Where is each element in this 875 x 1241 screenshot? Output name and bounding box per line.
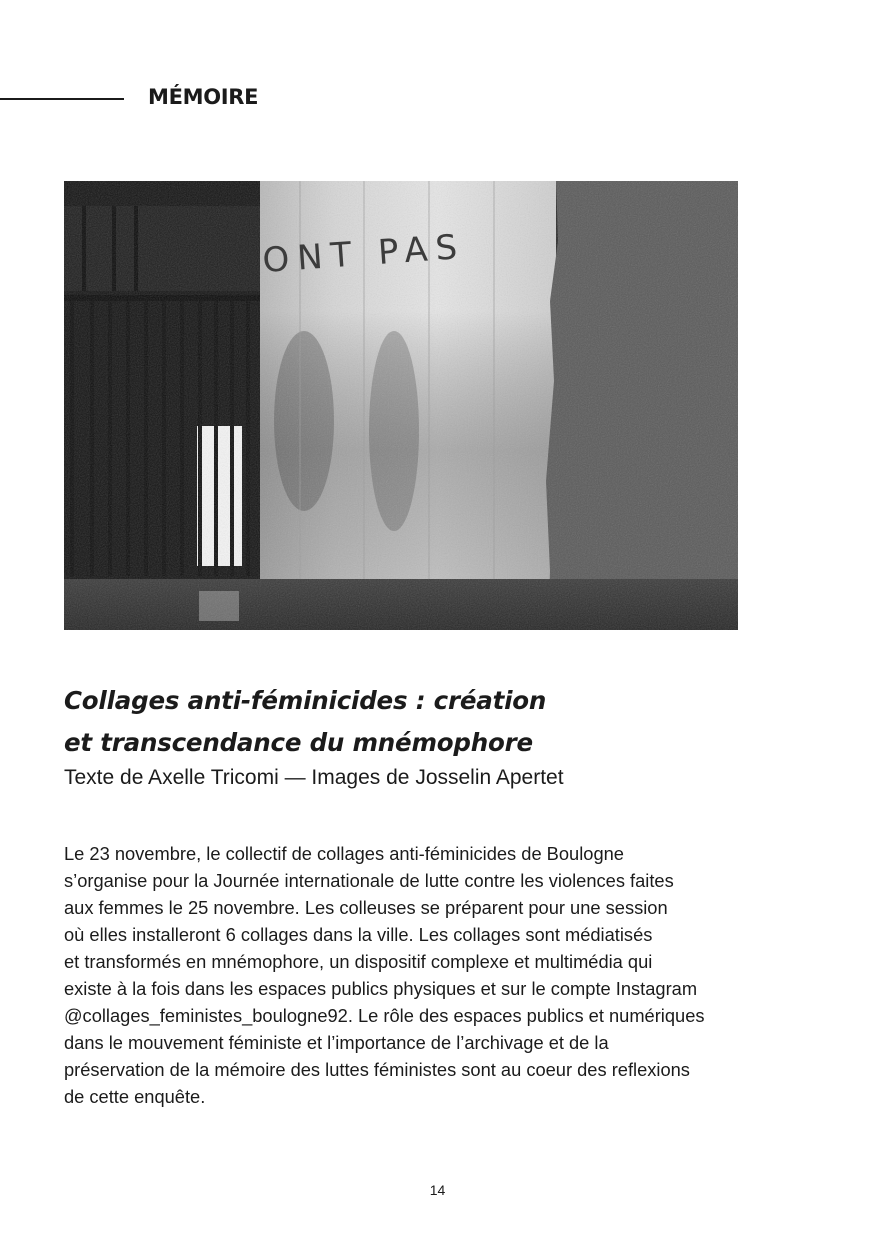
article-body [64, 840, 804, 1110]
section-divider-line [0, 98, 124, 100]
body-line: préservation de la mémoire des luttes féministes sont au coeur des reflexions [64, 1059, 690, 1080]
section-label: MÉMOIRE [148, 85, 259, 109]
body-line: dans le mouvement féministe et l’importance de l’archivage et de la [64, 1032, 609, 1053]
article-title [64, 680, 764, 764]
article-title-line: Collages anti-féminicides : création [64, 686, 547, 715]
article-photo [64, 181, 738, 630]
body-line: et transformés en mnémophore, un dispositif complexe et multimédia qui [64, 951, 653, 972]
article-title-line: et transcendance du mnémophore [64, 728, 533, 757]
body-line: de cette enquête. [64, 1086, 206, 1107]
article-byline: Texte de Axelle Tricomi — Images de Josselin Apertet [64, 766, 564, 789]
body-line: Le 23 novembre, le collectif de collages anti-féminicides de Boulogne [64, 843, 624, 864]
page-number: 14 [429, 1182, 446, 1198]
body-line: aux femmes le 25 novembre. Les colleuses se préparent pour une session [64, 897, 668, 918]
painted-graffiti-text: ONT PAS [261, 226, 467, 281]
body-line: s’organise pour la Journée internationale de lutte contre les violences faites [64, 870, 674, 891]
body-line: @collages_feministes_boulogne92. Le rôle des espaces publics et numériques [64, 1005, 705, 1026]
body-line: existe à la fois dans les espaces publics physiques et sur le compte Instagram [64, 978, 698, 999]
body-line: où elles installeront 6 collages dans la ville. Les collages sont médiatisés [64, 924, 653, 945]
